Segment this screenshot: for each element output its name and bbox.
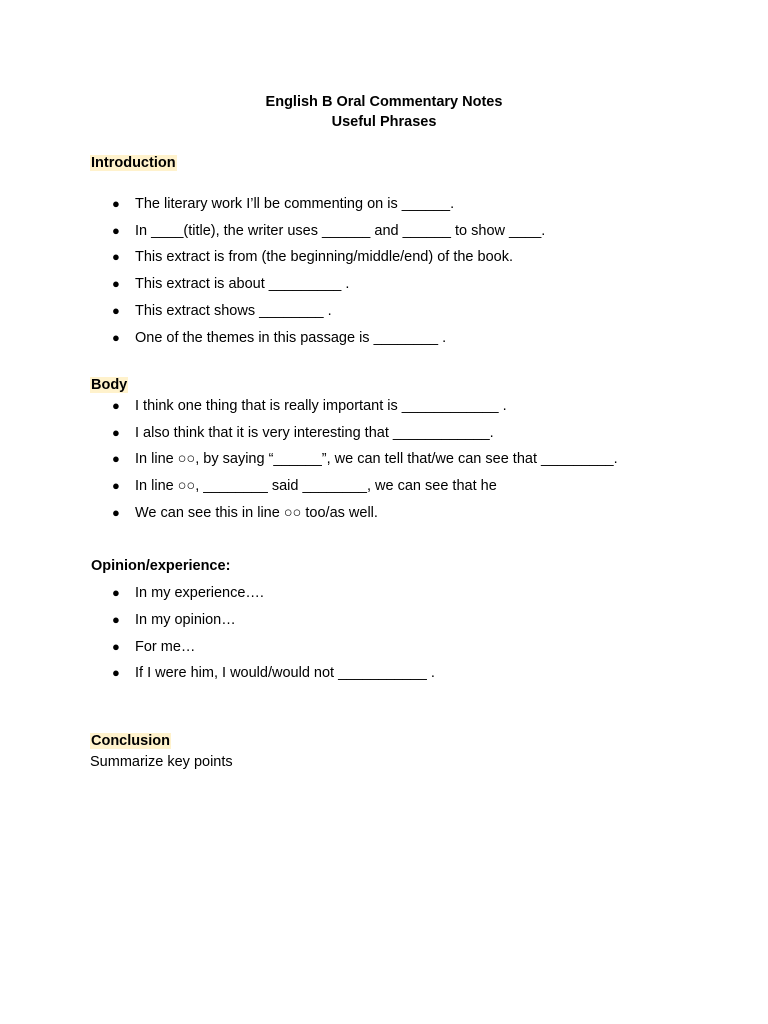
bullet-icon: ● xyxy=(112,276,120,291)
bullet-icon: ● xyxy=(112,303,120,318)
document-title: English B Oral Commentary Notes xyxy=(265,94,503,110)
introduction-item: ● This extract is about _________ . xyxy=(112,276,350,292)
body-item: ● In line ○○, ________ said ________, we can see that he xyxy=(112,478,497,494)
opinion-item: ● In my experience…. xyxy=(112,585,264,601)
introduction-item: ● In ____(title), the writer uses ______ and ______ to show ____. xyxy=(112,223,546,239)
opinion-item: ● If I were him, I would/would not ___________ . xyxy=(112,665,435,681)
introduction-item: ● The literary work I’ll be commenting on is ______. xyxy=(112,196,455,212)
bullet-icon: ● xyxy=(112,398,120,413)
opinion-item: ● For me… xyxy=(112,639,196,655)
bullet-icon: ● xyxy=(112,612,120,627)
opinion-heading: Opinion/experience: xyxy=(91,558,231,574)
body-item: ● I think one thing that is really important is ____________ . xyxy=(112,398,507,414)
introduction-item: ● This extract shows ________ . xyxy=(112,303,332,319)
bullet-icon: ● xyxy=(112,451,120,466)
bullet-icon: ● xyxy=(112,425,120,440)
introduction-item: ● One of the themes in this passage is ________ . xyxy=(112,330,447,346)
bullet-icon: ● xyxy=(112,478,120,493)
opinion-item: ● In my opinion… xyxy=(112,612,236,628)
bullet-icon: ● xyxy=(112,585,120,600)
body-item: ● I also think that it is very interesting that ____________. xyxy=(112,425,494,441)
bullet-icon: ● xyxy=(112,505,120,520)
bullet-icon: ● xyxy=(112,639,120,654)
document-subtitle: Useful Phrases xyxy=(331,114,437,130)
bullet-icon: ● xyxy=(112,223,120,238)
bullet-icon: ● xyxy=(112,196,120,211)
bullet-icon: ● xyxy=(112,665,120,680)
body-heading: Body xyxy=(91,377,128,393)
conclusion-heading: Conclusion xyxy=(91,733,170,749)
introduction-item: ● This extract is from (the beginning/middle/end) of the book. xyxy=(112,249,513,265)
body-item: ● In line ○○, by saying “______”, we can tell that/we can see that _________. xyxy=(112,451,618,467)
bullet-icon: ● xyxy=(112,330,120,345)
introduction-heading: Introduction xyxy=(91,155,176,171)
bullet-icon: ● xyxy=(112,249,120,264)
conclusion-text: Summarize key points xyxy=(90,754,233,770)
body-item: ● We can see this in line ○○ too/as well. xyxy=(112,505,378,521)
